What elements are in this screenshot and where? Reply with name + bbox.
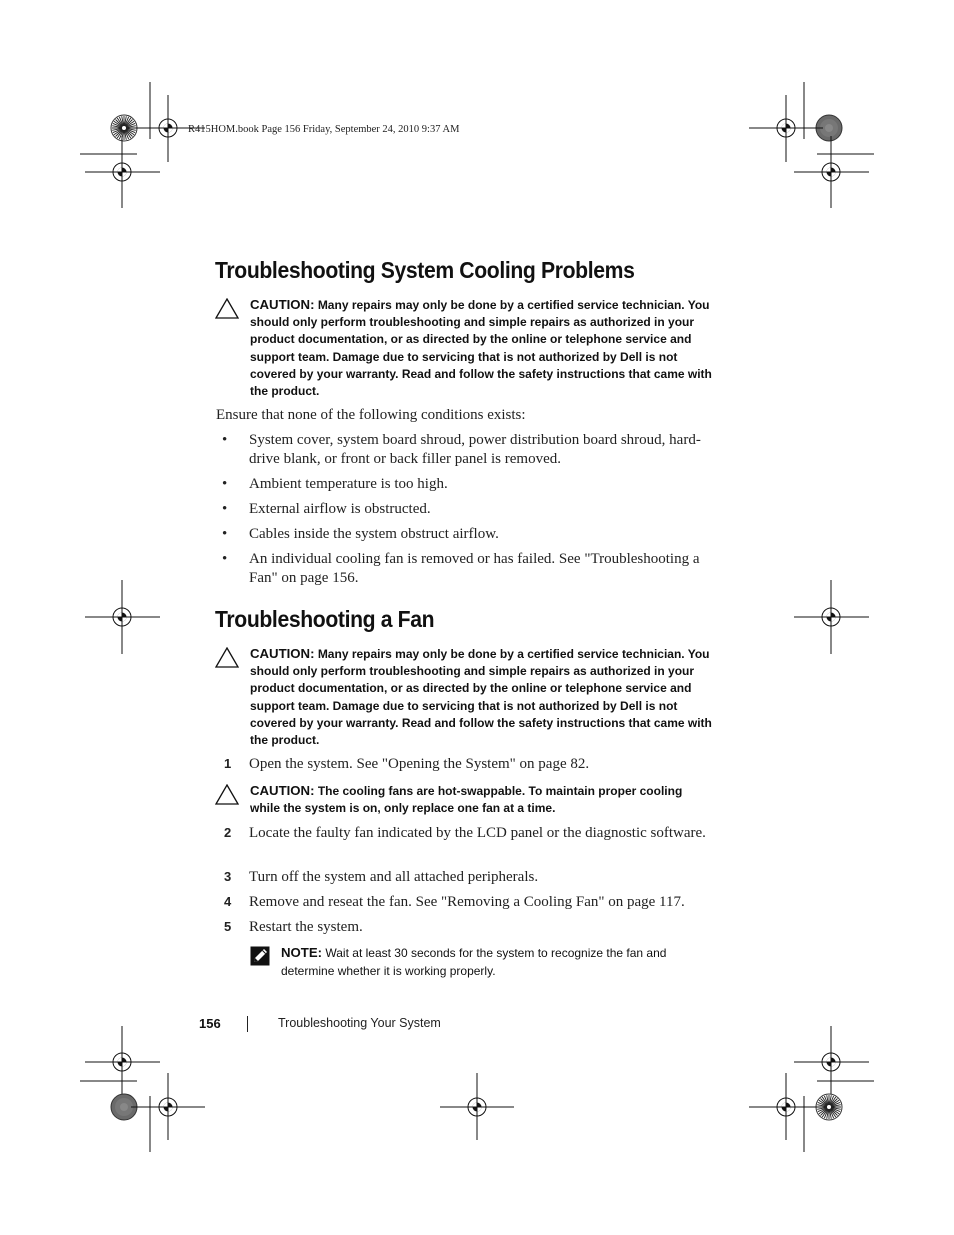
section-title-cooling: Troubleshooting System Cooling Problems [215, 257, 635, 283]
intro-text: Ensure that none of the following conditions exists: [216, 407, 526, 423]
caution-label: CAUTION: [250, 646, 315, 661]
caution-text: The cooling fans are hot-swappable. To maintain proper cooling while the system is on, only replace one fan at a time. [250, 784, 683, 816]
section-title-fan: Troubleshooting a Fan [215, 606, 435, 632]
step-item: 3 Turn off the system and all attached peripherals. [224, 869, 539, 885]
note-pencil-icon [250, 946, 270, 966]
list-item: • System cover, system board shroud, power distribution board shroud, hard-drive blank, or front or back filler panel is removed. [222, 432, 701, 467]
caution-triangle-icon [215, 784, 239, 805]
caution-label: CAUTION: [250, 783, 315, 798]
caution-block [215, 782, 715, 817]
note-label: NOTE: [281, 945, 323, 960]
list-item: • An individual cooling fan is removed or has failed. See "Troubleshooting a Fan" on page 156. [222, 551, 700, 586]
caution-block [215, 296, 715, 400]
caution-text: Many repairs may only be done by a certified service technician. You should only perform troubleshooting and simple repairs as authorized in your product documentation, or as directed by the online or telephone service and support team. Damage due to servicing that is not authorized by Dell is not covered by your warranty. Read and follow the safety instructions that came with the product. [250, 647, 712, 748]
footer-divider [247, 1016, 248, 1032]
caution-text: Many repairs may only be done by a certified service technician. You should only perform troubleshooting and simple repairs as authorized in your product documentation, or as directed by the online or telephone service and support team. Damage due to servicing that is not authorized by Dell is not covered by your warranty. Read and follow the safety instructions that came with the product. [250, 298, 712, 399]
caution-label: CAUTION: [250, 297, 315, 312]
step-item: 4 Remove and reseat the fan. See "Removing a Cooling Fan" on page 117. [224, 894, 685, 910]
caution-block [215, 645, 715, 749]
note-text: Wait at least 30 seconds for the system to recognize the fan and determine whether it is working properly. [281, 946, 667, 978]
step-item: 1 Open the system. See "Opening the System" on page 82. [224, 756, 590, 772]
list-item: • Cables inside the system obstruct airflow. [222, 526, 499, 542]
note-block [250, 944, 720, 980]
step-item: 5 Restart the system. [224, 919, 363, 935]
caution-triangle-icon [215, 298, 239, 319]
list-item: • Ambient temperature is too high. [222, 476, 448, 492]
page-number: 156 [199, 1016, 221, 1031]
footer-chapter-title: Troubleshooting Your System [278, 1016, 441, 1030]
caution-triangle-icon [215, 647, 239, 668]
print-header-info: R415HOM.book Page 156 Friday, September 24, 2010 9:37 AM [188, 124, 460, 135]
step-item: 2 Locate the faulty fan indicated by the LCD panel or the diagnostic software. [224, 825, 706, 841]
list-item: • External airflow is obstructed. [222, 501, 431, 517]
